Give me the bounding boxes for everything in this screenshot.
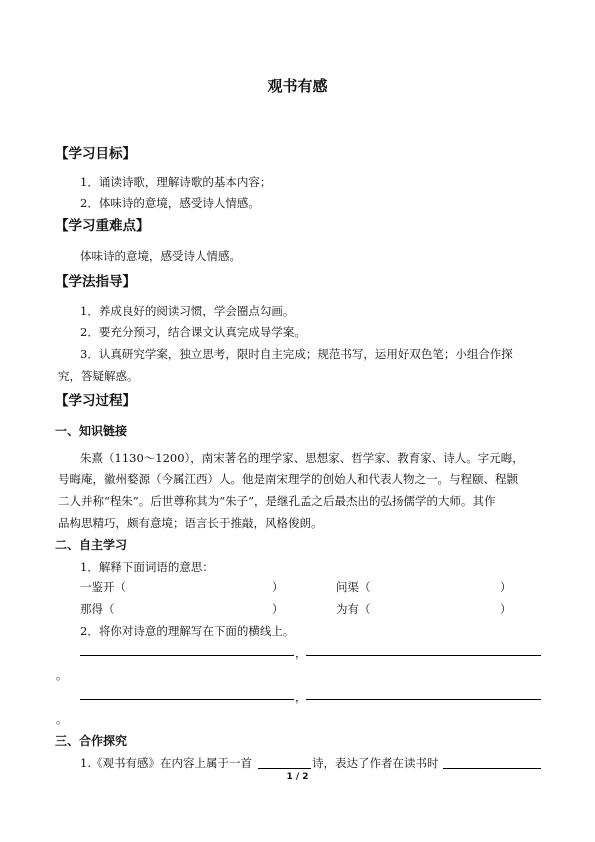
process-heading: 【学习过程】 (55, 393, 136, 409)
goal-item: 2．体味诗的意境，感受诗人情感。 (80, 196, 260, 210)
page-number: 1 / 2 (286, 772, 309, 782)
answer-comma: ， (295, 646, 307, 660)
method-item: 究，答疑解惑。 (58, 369, 139, 383)
key-points-heading: 【学习重难点】 (55, 218, 150, 234)
cooperative-question-part1: 1.《观书有感》在内容上属于一首 (80, 756, 252, 770)
vocab-term: 问渠（ (336, 580, 371, 594)
method-item: 2．要充分预习，结合课文认真完成导学案。 (80, 325, 306, 339)
answer-comma: ， (295, 690, 307, 704)
answer-line[interactable] (80, 655, 294, 656)
answer-period: 。 (56, 712, 68, 726)
answer-line[interactable] (258, 768, 311, 769)
vocab-close: ） (500, 602, 512, 616)
self-study-heading: 二、自主学习 (55, 538, 128, 552)
vocab-close: ） (500, 580, 512, 594)
goal-item: 1．诵读诗歌，理解诗歌的基本内容； (80, 175, 272, 189)
answer-period: 。 (56, 668, 68, 682)
answer-line[interactable] (443, 768, 541, 769)
cooperative-heading: 三、合作探究 (55, 734, 128, 748)
vocab-term: 那得（ (80, 602, 115, 616)
vocab-term: 一鉴开（ (80, 580, 126, 594)
vocab-close: ） (272, 580, 284, 594)
goals-heading: 【学习目标】 (55, 146, 136, 162)
cooperative-question-part2: 诗，表达了作者在读书时 (312, 756, 439, 770)
knowledge-line: 号晦庵，徽州婺源（今属江西）人。他是南宋理学的创始人和代表人物之一。与程颐、程颢 (58, 472, 518, 486)
answer-line[interactable] (80, 699, 294, 700)
method-item: 3．认真研究学案，独立思考，限时自主完成；规范书写，运用好双色笔；小组合作探 (80, 347, 513, 361)
vocab-question: 1．解释下面词语的意思： (80, 560, 214, 574)
poem-meaning-question: 2．将你对诗意的理解写在下面的横线上。 (80, 624, 295, 638)
page-title: 观书有感 (267, 77, 328, 95)
vocab-term: 为有（ (336, 602, 371, 616)
knowledge-link-heading: 一、知识链接 (55, 424, 128, 438)
answer-line[interactable] (306, 699, 541, 700)
knowledge-line: 二人并称“程朱”。后世尊称其为“朱子”，是继孔孟之后最杰出的弘扬儒学的大师。其作 (58, 494, 496, 508)
vocab-close: ） (272, 602, 284, 616)
answer-line[interactable] (306, 655, 541, 656)
method-heading: 【学法指导】 (55, 274, 136, 290)
method-item: 1．养成良好的阅读习惯，学会圈点勾画。 (80, 304, 295, 318)
knowledge-line: 品构思精巧，颇有意境；语言长于推敲，风格俊朗。 (58, 516, 323, 530)
knowledge-line: 朱熹（1130～1200），南宋著名的理学家、思想家、哲学家、教育家、诗人。字元晦， (80, 451, 524, 465)
key-points-text: 体味诗的意境，感受诗人情感。 (80, 249, 241, 263)
